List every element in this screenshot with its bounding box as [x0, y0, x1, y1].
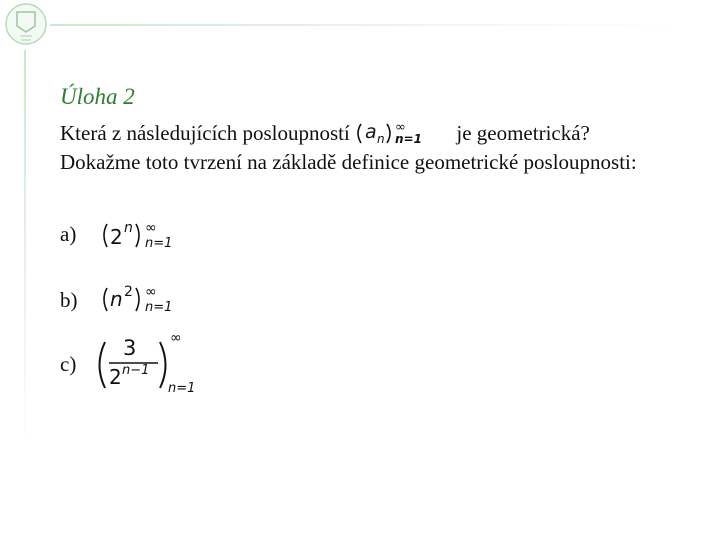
task-text-line1-start: Která z následujících posloupností	[60, 121, 356, 145]
item-c-label: c)	[60, 352, 77, 376]
item-c-upper: ∞	[170, 330, 182, 346]
item-a-lower: n=1	[145, 236, 173, 250]
general-upper: ∞	[395, 122, 406, 135]
task-text-line2: Dokažme toto tvrzení na základě definice geometrické posloupnosti:	[60, 150, 637, 174]
item-b-exponent: 2	[124, 284, 133, 300]
side-divider	[24, 50, 26, 450]
header-divider	[50, 24, 680, 26]
item-a-base: 2	[110, 225, 123, 249]
item-b-label: b)	[60, 288, 78, 312]
item-b-lower: n=1	[145, 300, 173, 314]
general-sequence-formula	[355, 122, 451, 144]
school-logo-icon	[4, 2, 48, 48]
item-c-denominator-exponent: n−1	[122, 363, 150, 378]
item-b-upper: ∞	[145, 284, 157, 300]
general-lower: n=1	[395, 132, 423, 144]
item-c-formula	[94, 328, 210, 396]
item-a-label: a)	[60, 222, 77, 246]
item-c-numerator: 3	[123, 336, 137, 360]
task-text	[60, 119, 680, 177]
item-b-base: n	[110, 287, 123, 311]
task-text-line1-end: je geometrická?	[451, 121, 590, 145]
item-a-upper: ∞	[145, 220, 157, 236]
item-c-denominator-base: 2	[109, 365, 122, 389]
task-title: Úloha 2	[60, 84, 135, 109]
general-term: a	[365, 122, 377, 143]
item-b-formula	[100, 284, 190, 314]
item-c-lower: n=1	[168, 381, 196, 396]
general-subscript: n	[377, 132, 385, 144]
item-a-exponent: n	[124, 220, 133, 236]
item-a-formula	[100, 220, 190, 250]
